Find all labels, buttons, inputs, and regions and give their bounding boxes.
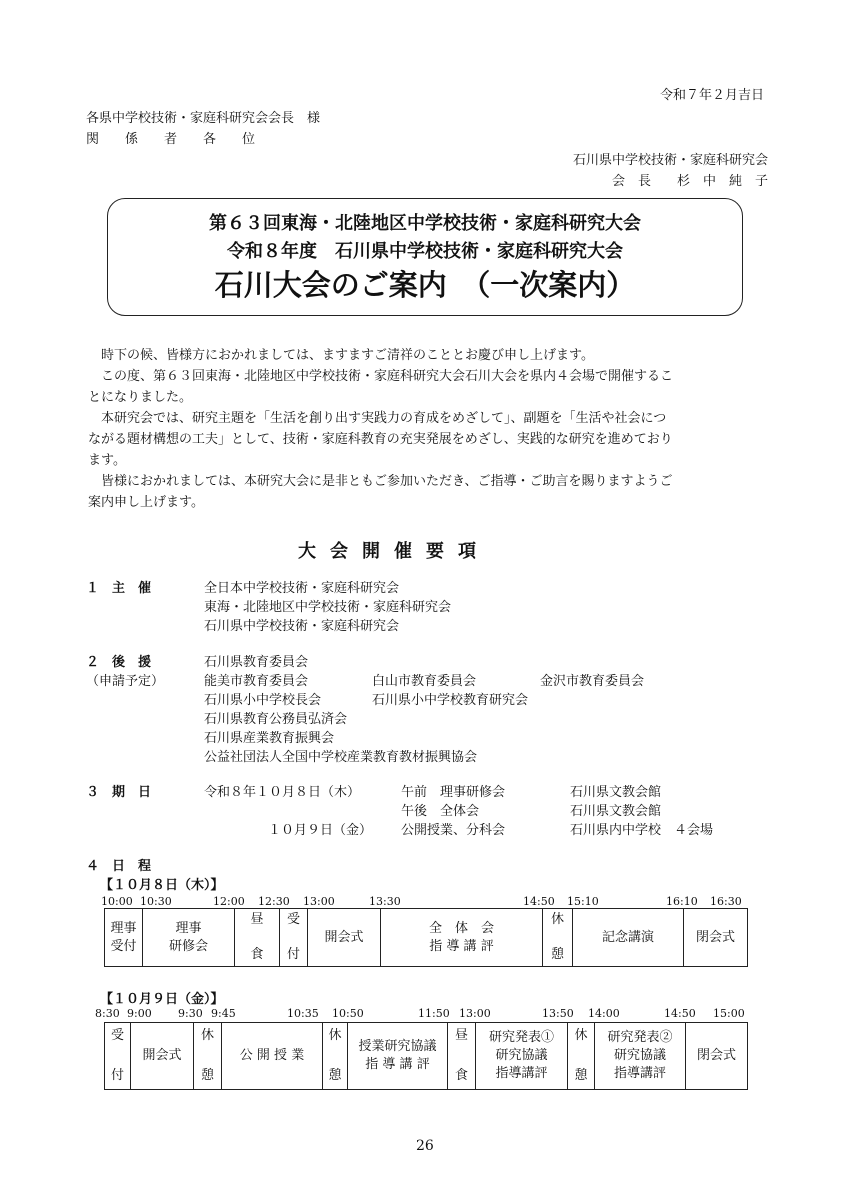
slot-presentation-2: 研究発表② 研究協議 指導講評 xyxy=(595,1023,686,1090)
slot-break: 休 憩 xyxy=(568,1023,595,1090)
time-tick: 13:00 xyxy=(303,895,335,908)
slot-opening: 開会式 xyxy=(308,909,381,967)
intro-line: ます。 xyxy=(88,453,126,468)
slot-keynote: 記念講演 xyxy=(573,909,684,967)
time-tick: 9:00 xyxy=(127,1007,152,1020)
venue: 石川県文教会館 xyxy=(570,804,662,819)
support-line: 石川県産業教育振興会 xyxy=(204,731,335,746)
slot-director-reception: 理事 受付 xyxy=(105,909,143,967)
time-tick: 10:00 xyxy=(101,895,133,908)
day2-event: 公開授業、分科会 xyxy=(401,823,506,838)
intro-line: 案内申し上げます。 xyxy=(88,495,204,510)
time-tick: 10:50 xyxy=(332,1007,364,1020)
slot-lunch: 昼 食 xyxy=(448,1023,476,1090)
day1-am: 午前 理事研修会 xyxy=(401,785,506,800)
day1-label: 【１０月８日（木）】 xyxy=(100,878,224,893)
time-tick: 9:45 xyxy=(211,1007,236,1020)
sender-name: 会 長 杉 中 純 子 xyxy=(611,174,768,189)
slot-presentation-1: 研究発表① 研究協議 指導講評 xyxy=(476,1023,568,1090)
time-tick: 15:00 xyxy=(713,1007,745,1020)
intro-line: この度、第６３回東海・北陸地区中学校技術・家庭科研究大会石川大会を県内４会場で開催するこ xyxy=(88,369,674,384)
time-tick: 13:00 xyxy=(459,1007,491,1020)
time-tick: 12:30 xyxy=(258,895,290,908)
support-line: 石川県小中学校長会 xyxy=(204,693,322,708)
slot-director-training: 理事 研修会 xyxy=(143,909,235,967)
sponsor-line: 東海・北陸地区中学校技術・家庭科研究会 xyxy=(204,600,452,615)
sponsor-line: 全日本中学校技術・家庭科研究会 xyxy=(204,581,400,596)
time-tick: 12:00 xyxy=(213,895,245,908)
dates-label: ３ 期 日 xyxy=(86,785,152,800)
intro-line: 皆様におかれましては、本研究大会に是非ともご参加いただき、ご指導・ご助言を賜りますようご xyxy=(88,474,673,489)
table-row xyxy=(105,1023,748,1090)
support-line: 公益社団法人全国中学校産業教育教材振興協会 xyxy=(204,750,478,765)
day2-schedule-table xyxy=(104,1022,748,1090)
slot-opening: 開会式 xyxy=(131,1023,194,1090)
sponsor-label: １ 主 催 xyxy=(86,581,152,596)
support-line: 石川県小中学校教育研究会 xyxy=(372,693,529,708)
time-tick: 15:10 xyxy=(567,895,599,908)
time-tick: 14:00 xyxy=(588,1007,620,1020)
sponsor-line: 石川県中学校技術・家庭科研究会 xyxy=(204,619,400,634)
date-day2: １０月９日（金） xyxy=(268,823,373,838)
slot-lunch: 昼 食 xyxy=(235,909,280,967)
section-heading: 大会開催要項 xyxy=(298,541,490,562)
slot-break: 休 憩 xyxy=(194,1023,222,1090)
recipient-line-1: 各県中学校技術・家庭科研究会会長 様 xyxy=(86,111,321,126)
slot-plenary: 全 体 会 指 導 講 評 xyxy=(381,909,543,967)
time-tick: 14:50 xyxy=(523,895,555,908)
table-row xyxy=(105,909,748,967)
slot-reception: 受 付 xyxy=(280,909,308,967)
day2-label: 【１０月９日（金）】 xyxy=(100,992,224,1007)
slot-closing: 閉会式 xyxy=(684,909,748,967)
title-line-2: 令和８年度 石川県中学校技術・家庭科研究大会 xyxy=(227,241,623,262)
intro-line: ながる題材構想の工夫」として、技術・家庭科教育の充実発展をめざし、実践的な研究を進めており xyxy=(88,432,673,447)
date-day1: 令和８年１０月８日（木） xyxy=(204,785,361,800)
title-main: 石川大会のご案内 （一次案内） xyxy=(214,268,636,302)
time-tick: 9:30 xyxy=(178,1007,203,1020)
intro-line: 本研究会では、研究主題を「生活を創り出す実践力の育成をめざして」、副題を「生活や社会につ xyxy=(88,411,667,426)
issue-date: 令和７年２月吉日 xyxy=(659,88,764,103)
time-tick: 11:50 xyxy=(418,1007,450,1020)
time-tick: 14:50 xyxy=(664,1007,696,1020)
intro-text xyxy=(88,345,756,513)
venue: 石川県内中学校 ４会場 xyxy=(570,823,714,838)
intro-line: とになりました。 xyxy=(88,390,193,405)
title-line-1: 第６３回東海・北陸地区中学校技術・家庭科研究大会 xyxy=(209,213,641,234)
time-tick: 16:10 xyxy=(666,895,698,908)
day1-pm: 午後 全体会 xyxy=(401,804,480,819)
time-tick: 8:30 xyxy=(95,1007,120,1020)
time-tick: 13:30 xyxy=(369,895,401,908)
venue: 石川県文教会館 xyxy=(570,785,662,800)
support-sublabel: （申請予定） xyxy=(86,674,165,689)
title-box xyxy=(107,198,743,316)
intro-line: 時下の候、皆様方におかれましては、ますますご清祥のこととお慶び申し上げます。 xyxy=(88,348,594,363)
support-label: ２ 後 援 xyxy=(86,655,152,670)
support-line: 白山市教育委員会 xyxy=(372,674,477,689)
slot-open-class: 公 開 授 業 xyxy=(222,1023,323,1090)
slot-class-discussion: 授業研究協議 指 導 講 評 xyxy=(348,1023,448,1090)
time-tick: 16:30 xyxy=(710,895,742,908)
support-line: 石川県教育公務員弘済会 xyxy=(204,712,348,727)
day1-schedule-table xyxy=(104,908,748,967)
page-number: 26 xyxy=(416,1138,434,1154)
slot-reception: 受 付 xyxy=(105,1023,131,1090)
support-line: 金沢市教育委員会 xyxy=(540,674,645,689)
slot-break: 休 憩 xyxy=(323,1023,348,1090)
sender-organization: 石川県中学校技術・家庭科研究会 xyxy=(572,153,768,168)
time-tick: 13:50 xyxy=(542,1007,574,1020)
schedule-label: ４ 日 程 xyxy=(86,859,152,874)
support-line: 石川県教育委員会 xyxy=(204,655,309,670)
slot-break: 休 憩 xyxy=(543,909,573,967)
support-line: 能美市教育委員会 xyxy=(204,674,309,689)
time-tick: 10:35 xyxy=(287,1007,319,1020)
slot-closing: 閉会式 xyxy=(686,1023,748,1090)
time-tick: 10:30 xyxy=(140,895,172,908)
recipient-line-2: 関 係 者 各 位 xyxy=(86,132,256,147)
